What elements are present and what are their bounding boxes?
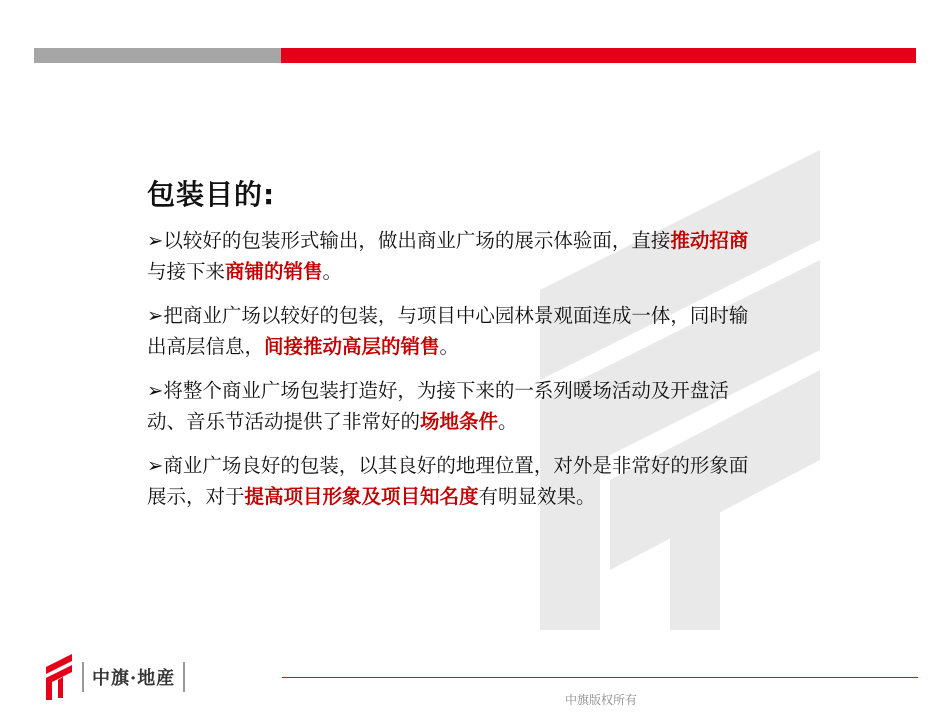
- top-bar-gray-segment: [34, 48, 281, 63]
- bullet-paragraph: [147, 375, 757, 437]
- bullet-paragraph: [147, 300, 757, 362]
- highlighted-text: 间接推动高层的销售: [264, 335, 440, 358]
- paragraph-text: 商业广场良好的包装，以其良好的地理位置，对外是非常好的形象面展示，对于: [147, 454, 749, 508]
- arrow-bullet-icon: ➢: [147, 454, 164, 477]
- highlighted-text: 商铺的销售: [225, 260, 323, 283]
- section-heading: 包装目的:: [147, 178, 276, 211]
- bullet-paragraph: [147, 225, 757, 287]
- highlighted-text: 场地条件: [420, 410, 499, 433]
- paragraph-text: 与接下来: [147, 260, 226, 283]
- copyright-text: 中旗版权所有: [565, 693, 638, 707]
- company-logo: [44, 654, 193, 700]
- highlighted-text: 提高项目形象及项目知名度: [244, 485, 479, 508]
- logo-separator: [82, 662, 84, 692]
- footer-divider: [282, 677, 918, 678]
- arrow-bullet-icon: ➢: [147, 304, 164, 327]
- arrow-bullet-icon: ➢: [147, 379, 164, 402]
- top-accent-bar: [34, 48, 916, 63]
- logo-flag-icon: [44, 654, 74, 700]
- paragraph-text: 。: [322, 260, 343, 283]
- main-content: [147, 175, 757, 525]
- logo-text: 中旗·地産: [92, 668, 176, 689]
- top-bar-red-segment: [281, 48, 916, 63]
- paragraph-text: 以较好的包装形式输出，做出商业广场的展示体验面，直接: [163, 229, 671, 252]
- logo-separator-right: [183, 662, 185, 692]
- paragraph-text: 有明显效果。: [478, 485, 596, 508]
- arrow-bullet-icon: ➢: [147, 229, 164, 252]
- highlighted-text: 推动招商: [670, 229, 749, 252]
- paragraph-text: 将整个商业广场包装打造好，为接下来的一系列暖场活动及开盘活动、音乐节活动提供了非常好的: [147, 379, 729, 433]
- paragraph-text: 把商业广场以较好的包装，与项目中心园林景观面连成一体，同时输出高层信息，: [147, 304, 749, 358]
- paragraph-text: 。: [439, 335, 460, 358]
- paragraph-text: 。: [498, 410, 518, 433]
- paragraph-list: [147, 225, 757, 512]
- bullet-paragraph: [147, 450, 757, 512]
